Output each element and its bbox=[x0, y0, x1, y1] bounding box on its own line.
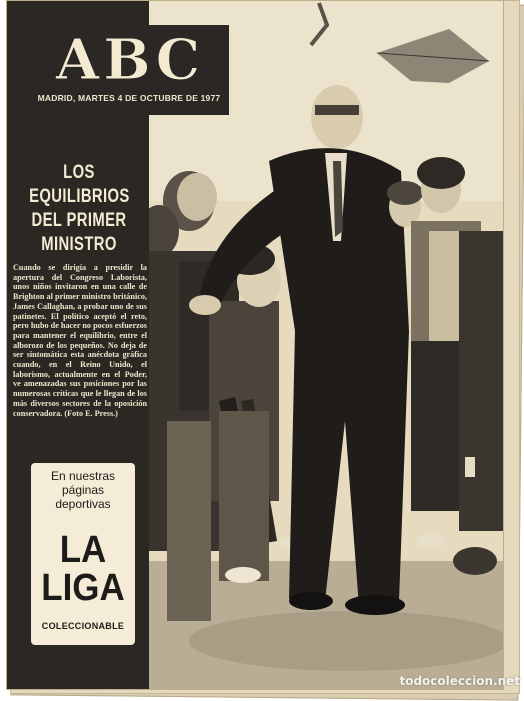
promo-intro-line-3: deportivas bbox=[55, 497, 111, 511]
newspaper-front-page bbox=[6, 0, 504, 690]
article-text: Cuando se dirigía a presidir la apertura del Congreso Laborista, unos niños invitaron en una calle de Brighton al primer ministro británico, James Callaghan, a probar uno de sus patinetes. El político aceptó el reto, pero hubo de hacer no pocos esfuerzos para mantener el equilibrio, entre el alborozo de los pequeños. No deja de ser sintomática esta anécdota gráfica cuando, en el Reino Unido, el laborismo, actualmente en el Poder, ve amenazadas sus posiciones por las numerosas críticas que le llegan de los más diversos sectores de la oposición conservadora. (Foto E. Press.) bbox=[13, 263, 147, 418]
promo-title-line-2: LIGA bbox=[41, 567, 125, 609]
promo-subtitle: COLECCIONABLE bbox=[41, 621, 125, 631]
promo-title-line-1: LA bbox=[59, 529, 107, 571]
promo-intro-line-2: páginas bbox=[61, 483, 105, 497]
headline bbox=[29, 161, 129, 257]
headline-line-2: EQUILIBRIOS bbox=[29, 186, 130, 207]
headline-line-1: LOS bbox=[63, 162, 95, 183]
promo-title bbox=[35, 531, 131, 607]
watermark: todocoleccion.net bbox=[399, 674, 520, 688]
dateline: MADRID, MARTES 4 DE OCTUBRE DE 1977 bbox=[37, 93, 221, 103]
masthead bbox=[29, 25, 229, 115]
promo-intro-line-1: En nuestras bbox=[50, 469, 116, 483]
headline-line-4: MINISTRO bbox=[41, 234, 117, 255]
masthead-logo: ABC bbox=[55, 27, 205, 93]
headline-line-3: DEL PRIMER bbox=[31, 210, 127, 231]
sports-promo-box bbox=[31, 463, 135, 645]
promo-intro bbox=[31, 469, 135, 511]
